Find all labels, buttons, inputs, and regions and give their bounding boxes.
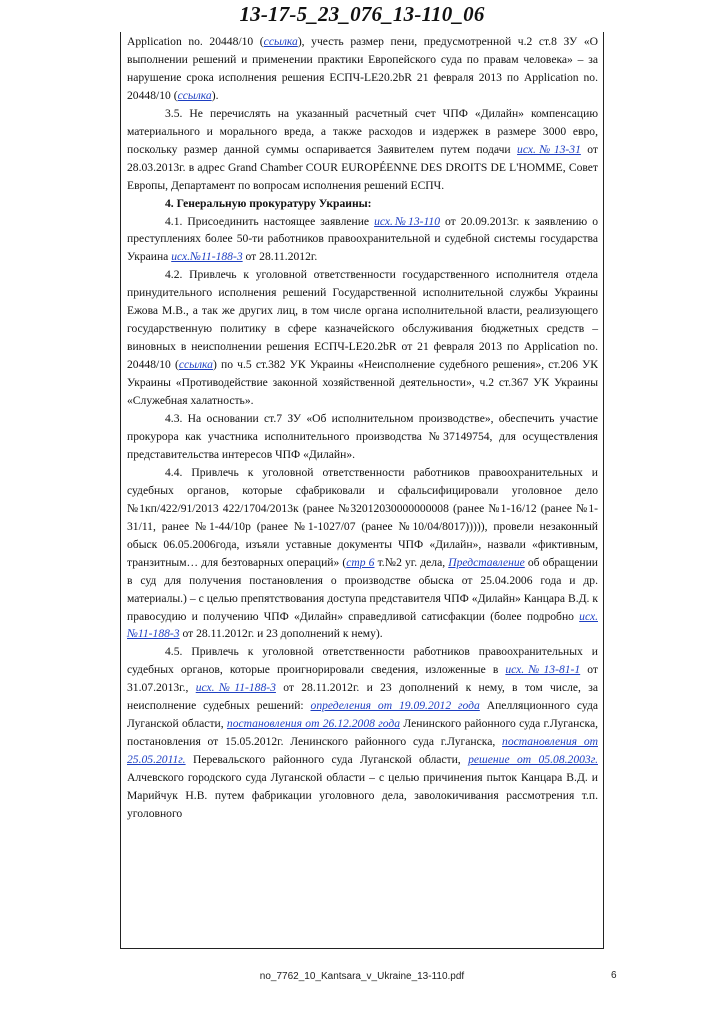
footer-page-number: 6: [611, 970, 617, 981]
paragraph-text: т.№2 уг. дела,: [374, 555, 449, 569]
document-link[interactable]: исх.№13-81-1: [505, 663, 581, 677]
paragraph: [127, 410, 598, 464]
footer-filename: no_7762_10_Kantsara_v_Ukraine_13-110.pdf: [259, 971, 465, 982]
paragraph-text: 4.2. Привлечь к уголовной ответственности государственного исполнителя отдела принудительного исполнения решений Государственной исполнительной службы Украины Ежова М.В., а так же других лиц, в том числе органа исполнительной власти, реализующего государственную политику в сфере казначейского обслуживания бюджетных средств – виновных в неисполнении решения ЕСПЧ-LE20.2bR от 21 февраля 2013 по Application no. 20448/10 (: [127, 268, 598, 372]
paragraph: [127, 213, 598, 267]
paragraph: [127, 33, 598, 105]
paragraph: [127, 464, 598, 644]
document-link[interactable]: исх.№11-188-3: [171, 250, 243, 264]
paragraph-text: ).: [211, 88, 219, 102]
paragraph-text: Алчевского городского суда Луганской области – с целью причинения пыток Канцара В.Д. и Марийчук Н.В. путем фабрикации уголовного дела, заволокичивания рассмотрения т.п. уголовного: [127, 771, 598, 820]
document-link[interactable]: постановления от 25.05.2011г.: [127, 735, 598, 767]
document-link[interactable]: ссылка: [263, 35, 298, 48]
paragraph-text: от 28.11.2012г.: [242, 250, 318, 264]
paragraph-text: ), учесть размер пени, предусмотренной ч.2 ст.8 ЗУ «О выполнении решений и применении практики Европейского суда по правам человека» – за нарушение срока исполнения решения ЕСПЧ-LE20.2bR 21 февраля 2013 по Application no. 20448/10 (: [127, 35, 598, 102]
document-link[interactable]: решение от 05.08.2003г.: [468, 753, 598, 767]
document-link[interactable]: исх.№13-31: [517, 142, 581, 156]
document-link[interactable]: исх.№11-188-3: [195, 681, 276, 695]
document-link[interactable]: постановления от 26.12.2008 года: [226, 717, 401, 731]
document-link[interactable]: Представление: [448, 555, 525, 569]
paragraph: [127, 643, 598, 823]
paragraph-text: от 28.11.2012г. и 23 дополнений к нему).: [179, 627, 383, 641]
document-link[interactable]: исх.№13-110: [374, 214, 441, 228]
paragraph-text: Перевальского районного суда Луганской области,: [185, 753, 469, 767]
paragraph-text: 4.4. Привлечь к уголовной ответственности работников правоохранительных и судебных органов, которые сфабриковали и сфальсифицировали уголовное дело №1кп/422/91/2013 422/1704/2013к (ранее №32012030000000008 (ранее №1-16/12 (ранее №1-31/11, ранее №1-44/10р (ранее №1-1027/07 (ранее №10/04/8017))))), провели незаконный обыск 06.05.2006года, изъяли уставные документы ЧПФ «Дилайн», назвали «фиктивным, транзитным… для безтоварных операций» (: [127, 465, 598, 569]
paragraph-text: 4.5. Привлечь к уголовной ответственности работников правоохранительных и судебных органов, которые проигнорировали сведения, изложенные в: [127, 645, 598, 677]
document-link[interactable]: ссылка: [177, 88, 212, 102]
document-link[interactable]: ссылка: [178, 358, 213, 372]
paragraph-text: от 31.07.2013г.,: [127, 663, 598, 695]
document-link[interactable]: стр 6: [346, 555, 375, 569]
paragraph-text: ) по ч.5 ст.382 УК Украины «Неисполнение судебного решения», ст.206 УК Украины «Противодействие законной хозяйственной деятельности», ч.2 ст.367 УК Украины «Служебная халатность».: [127, 358, 598, 408]
document-body: [120, 32, 604, 949]
paragraph-text: 3.5. Не перечислять на указанный расчетный счет ЧПФ «Дилайн» компенсацию материального и морального вреда, а также расходов и издержек в размере 3000 евро, поскольку размер данной суммы оспаривается Заявителем путем подачи: [127, 106, 598, 156]
document-link[interactable]: определения от 19.09.2012 года: [310, 699, 480, 713]
paragraph-text: 4.1. Присоединить настоящее заявление: [165, 214, 375, 228]
paragraph-text: об обращении в суд для получения постановления о производстве обыска от 25.04.2006 года и др. материалы.) – с целью препятствования доступа представителя ЧПФ «Дилайн» Канцара В.Д. к правосудию и получению ЧПФ «Дилайн» справедливой сатисфакции (более подробно: [127, 555, 599, 623]
document-link[interactable]: исх.№11-188-3: [127, 609, 598, 641]
paragraph-text: от 20.09.2013г. к заявлению о преступлениях более 50-ти работников правоохранительной и судебной системы государства Украина: [127, 214, 599, 264]
paragraph-text: Ленинского районного суда г.Луганска, постановления от 15.05.2012г. Ленинского районного суда г.Луганска,: [127, 717, 599, 749]
paragraph-text: от 28.03.2013г. в адрес Grand Chamber COUR EUROPÉENNE DES DROITS DE L'HOMME, Совет Европы, Департамент по вопросам исполнения решений ЕСПЧ.: [127, 142, 598, 192]
paragraph: [127, 105, 598, 195]
paragraph-text: от 28.11.2012г. и 23 дополнений к нему, в том числе, за неисполнение судебных решений:: [127, 681, 598, 713]
section-heading: [127, 195, 598, 213]
paragraph-text: 4.3. На основании ст.7 ЗУ «Об исполнительном производстве», обеспечить участие прокурора как участника исполнительного производства №37149754, для осуществления представительства интересов ЧПФ «Дилайн».: [127, 412, 598, 461]
paragraph-text: Апелляционного суда Луганской области,: [127, 699, 598, 731]
document-title: 13-17-5_23_076_13-110_06: [239, 2, 485, 26]
paragraph-text: 4. Генеральную прокуратуру Украины:: [165, 196, 372, 210]
paragraph: [127, 266, 598, 410]
paragraph-text: Application no. 20448/10 (: [127, 35, 264, 48]
